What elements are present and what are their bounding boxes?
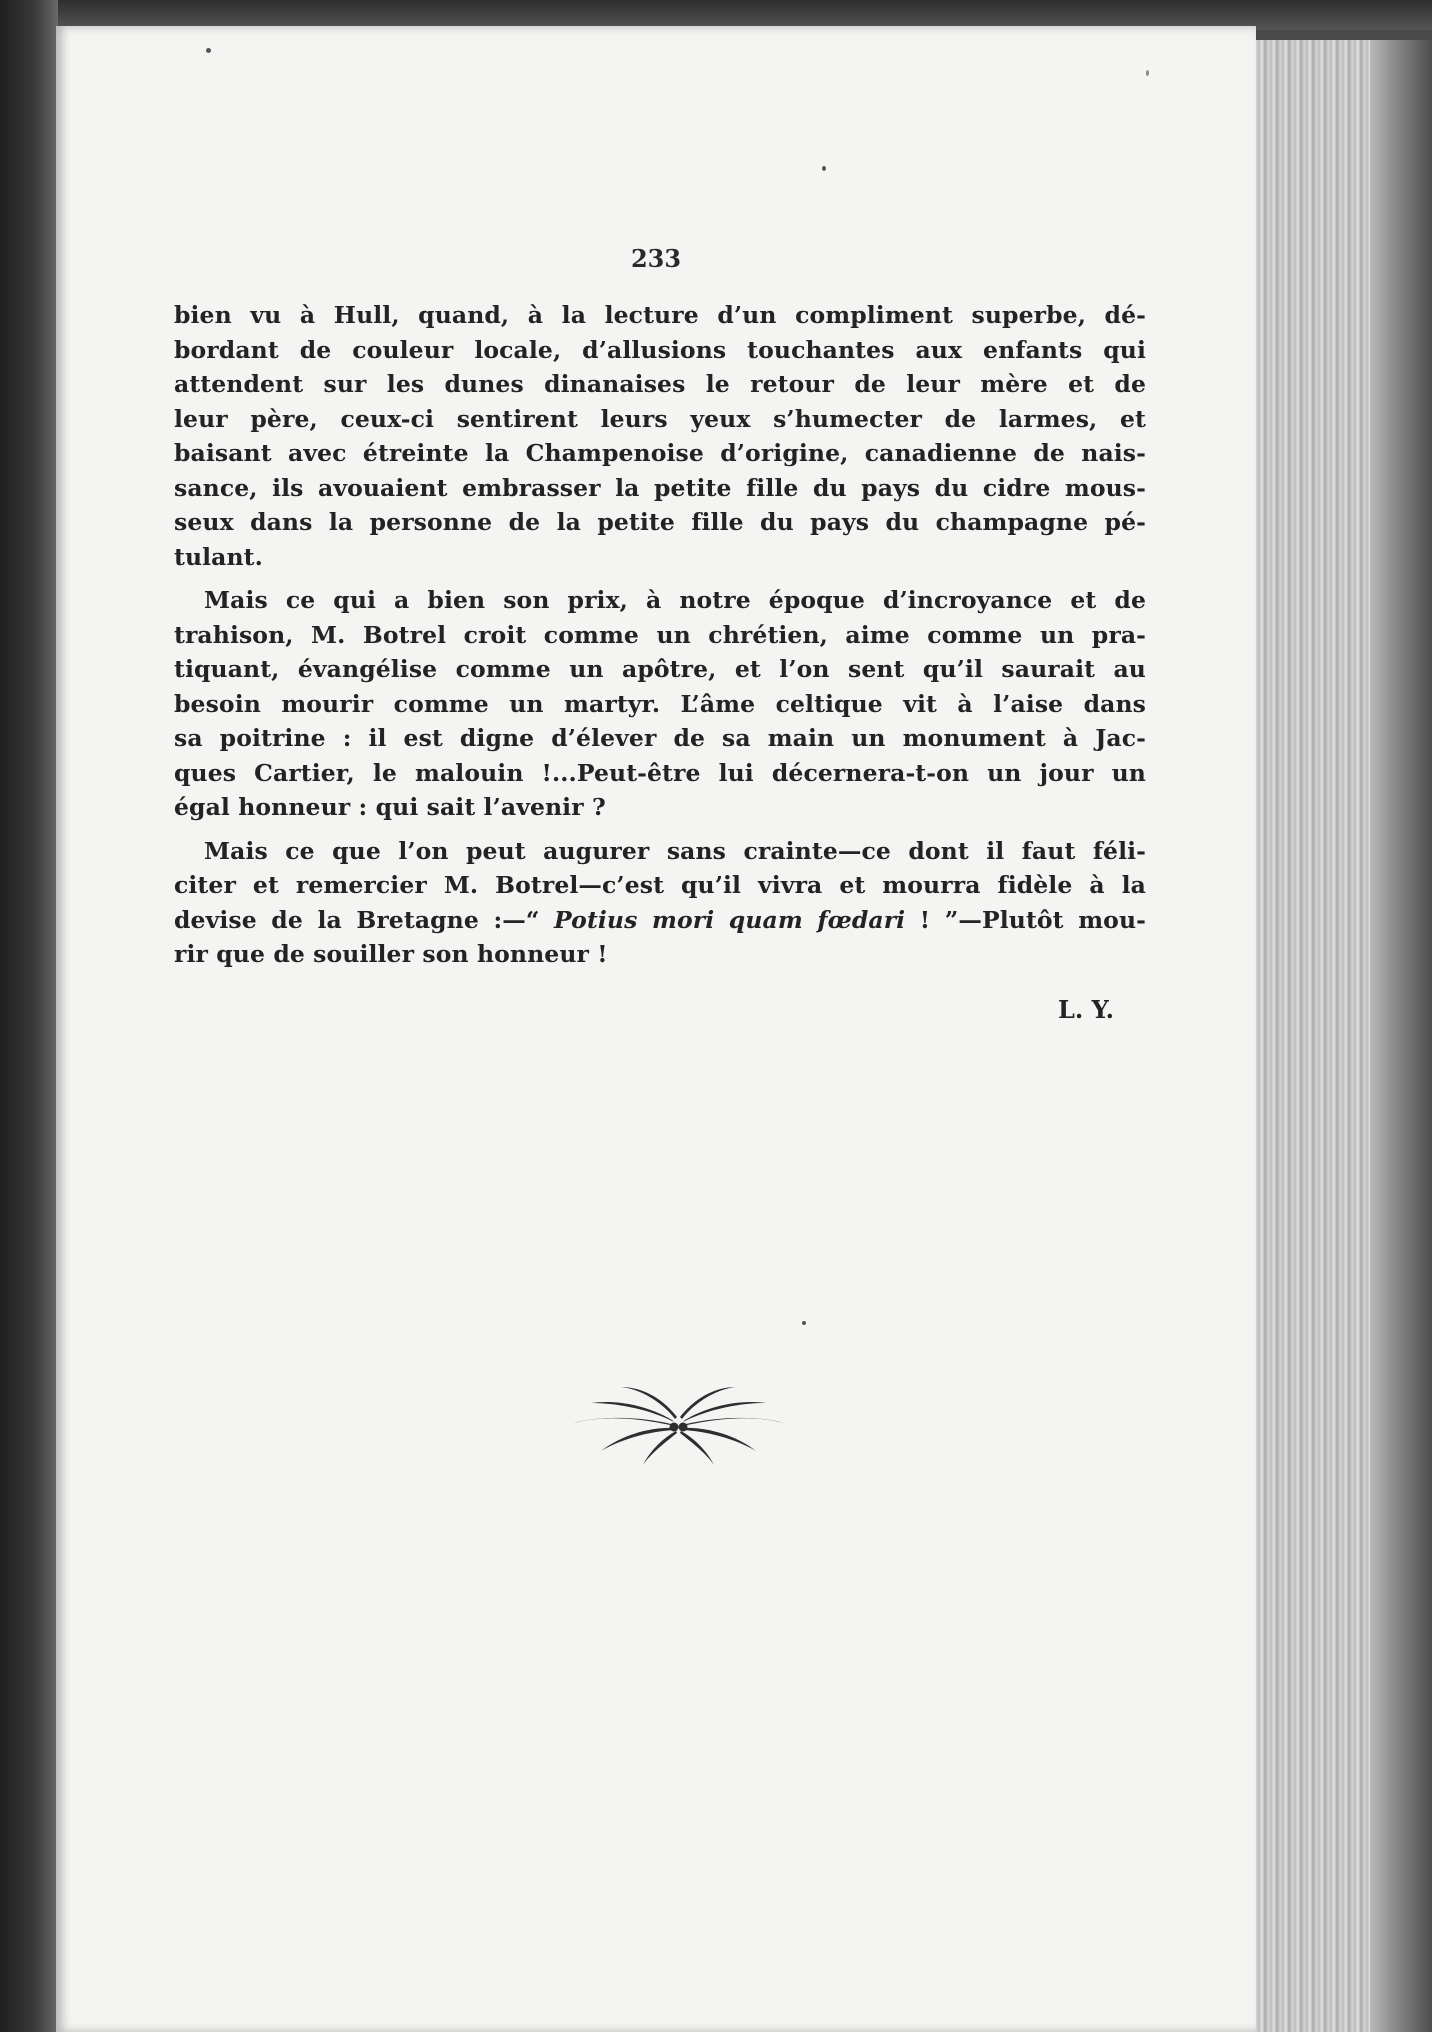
text-line: citer et remercier M. Botrel—c’est qu’il vivra et mourra fidèle à la (174, 871, 1146, 899)
text-line: sa poitrine : il est digne d’élever de sa main un monument à Jac- (174, 724, 1146, 752)
text-line: Mais ce que l’on peut augurer sans crainte—ce dont il faut féli- (204, 836, 1146, 865)
book-page (56, 26, 1256, 2032)
text-line: bordant de couleur locale, d’allusions touchantes aux enfants qui (174, 335, 1146, 364)
text-line: seux dans la personne de la petite fille du pays du champagne pé- (174, 508, 1146, 536)
text-line: tulant. (174, 542, 263, 571)
latin-motto: Potius mori quam fœdari (554, 905, 906, 934)
dust-speck (1146, 70, 1149, 76)
text-line: trahison, M. Botrel croit comme un chrétien, aime comme un pra- (174, 620, 1146, 649)
text-line: tiquant, évangélise comme un apôtre, et l’on sent qu’il saurait au (174, 655, 1146, 683)
paragraph-2 (174, 583, 1146, 825)
text-line: leur père, ceux-ci sentirent leurs yeux s’humecter de larmes, et (174, 404, 1146, 433)
book-left-edge (0, 0, 58, 2032)
dust-speck (206, 48, 211, 53)
text-line: rir que de souiller son honneur ! (174, 940, 608, 968)
text-line: bien vu à Hull, quand, à la lecture d’un compliment superbe, dé- (174, 301, 1146, 329)
floral-fleuron-ornament-icon (571, 1381, 786, 1466)
text-line: Mais ce qui a bien son prix, à notre époque d’incroyance et de (204, 586, 1146, 614)
text-line: besoin mourir comme un martyr. L’âme celtique vit à l’aise dans (174, 689, 1146, 718)
paragraph-1 (174, 298, 1146, 574)
text-line: égal honneur : qui sait l’avenir ? (174, 793, 606, 821)
dust-speck (802, 1321, 806, 1325)
text-line: attendent sur les dunes dinanaises le retour de leur mère et de (174, 370, 1146, 398)
body-text (174, 298, 1146, 972)
text-line-with-latin-motto (174, 903, 1146, 938)
author-signature: L. Y. (1058, 995, 1114, 1024)
dust-speck (822, 166, 826, 171)
text-line: baisant avec étreinte la Champenoise d’origine, canadienne de nais- (174, 439, 1146, 467)
page-number: 233 (630, 244, 682, 273)
text-fragment: devise de la Bretagne :—“ (174, 905, 555, 934)
text-line: sance, ils avouaient embrasser la petite fille du pays du cidre mous- (174, 473, 1146, 502)
text-fragment: ! ”—Plutôt mou- (905, 905, 1146, 934)
text-line: ques Cartier, le malouin !...Peut-être lui décernera-t-on un jour un (174, 758, 1146, 787)
book-right-shadow (1370, 40, 1432, 2032)
paragraph-3 (174, 834, 1146, 972)
